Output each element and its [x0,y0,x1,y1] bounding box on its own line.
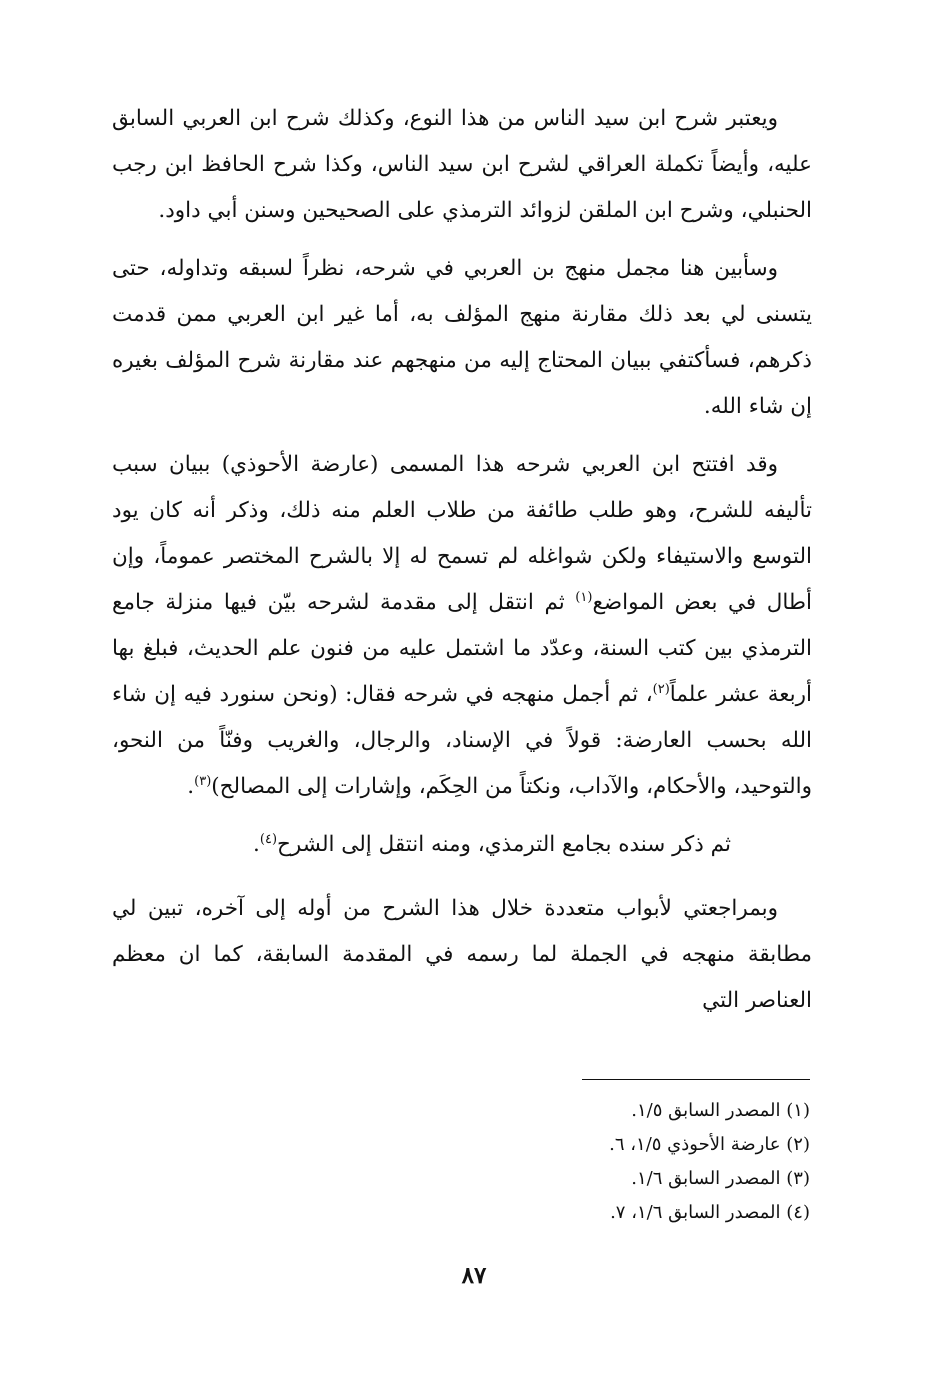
paragraph-3-text-c: ، ثم أجمل منهجه في شرحه فقال: (ونحن سنورد فيه إن شاء الله بحسب العارضة: قولاً في الإسناد، والرجال، والغريب وفنّاً من النحو، والتوحيد، والأحكام، والآداب، ونكتاً من الحِكَم، وإشارات إلى المصالح) [112,682,812,799]
footnotes-list [300,1094,810,1230]
footnote-ref-3[interactable]: (٣) [194,773,212,789]
footnote-1: (١) المصدر السابق ١/٥. [631,1100,810,1121]
paragraph-1: ويعتبر شرح ابن سيد الناس من هذا النوع، وكذلك شرح ابن العربي السابق عليه، وأيضاً تكملة العراقي لشرح ابن سيد الناس، وكذا شرح الحافظ ابن رجب الحنبلي، وشرح ابن الملقن لزوائد الترمذي على الصحيحين وسنن أبي داود. [112,106,812,223]
paragraph-3 [112,442,812,810]
main-text [112,96,812,1036]
paragraph-2: وسأبين هنا مجمل منهج بن العربي في شرحه، نظراً لسبقه وتداوله، حتى يتسنى لي بعد ذلك مقارنة منهج المؤلف به، أما غير ابن العربي ممن قدمت ذكرهم، فسأكتفي ببيان المحتاج إليه من منهجهم عند مقارنة شرح المؤلف بغيره إن شاء الله. [112,256,812,419]
paragraph-4 [112,822,812,868]
footnote-ref-2[interactable]: (٢) [652,681,670,697]
page-number: ٨٧ [461,1262,487,1289]
footnote-2: (٢) عارضة الأحوذي ١/٥، ٦. [609,1134,810,1155]
paragraph-5: وبمراجعتي لأبواب متعددة خلال هذا الشرح من أوله إلى آخره، تبين لي مطابقة منهجه في الجملة لما رسمه في المقدمة السابقة، كما ان معظم العناصر التي [112,896,812,1013]
paragraph-3-text-a: وقد افتتح ابن العربي شرحه هذا المسمى (عارضة الأحوذي) ببيان سبب تأليفه للشرح، وهو طلب طائفة من طلاب العلم منه ذلك، وذكر أنه كان يود التوسع والاستيفاء ولكن شواغله لم تسمح له إلا بالشرح المختصر عموماً، وإن أطال في بعض المواضع [112,452,812,615]
footnote-ref-1[interactable]: (١) [575,589,593,605]
paragraph-3-text-b: ثم انتقل إلى مقدمة لشرحه بيّن فيها منزلة جامع الترمذي بين كتب السنة، وعدّد ما اشتمل عليه من فنون علم الحديث، فبلغ بها أربعة عشر علماً [112,590,812,707]
footnote-3: (٣) المصدر السابق ١/٦. [631,1168,810,1189]
paragraph-3-text-d: . [187,774,195,799]
footnote-4: (٤) المصدر السابق ١/٦، ٧. [610,1202,810,1223]
paragraph-4-text-b: . [253,832,260,857]
footnote-divider [582,1079,810,1080]
footnote-ref-4[interactable]: (٤) [259,831,278,847]
paragraph-4-text-a: ثم ذكر سنده بجامع الترمذي، ومنه انتقل إلى الشرح [277,832,731,857]
